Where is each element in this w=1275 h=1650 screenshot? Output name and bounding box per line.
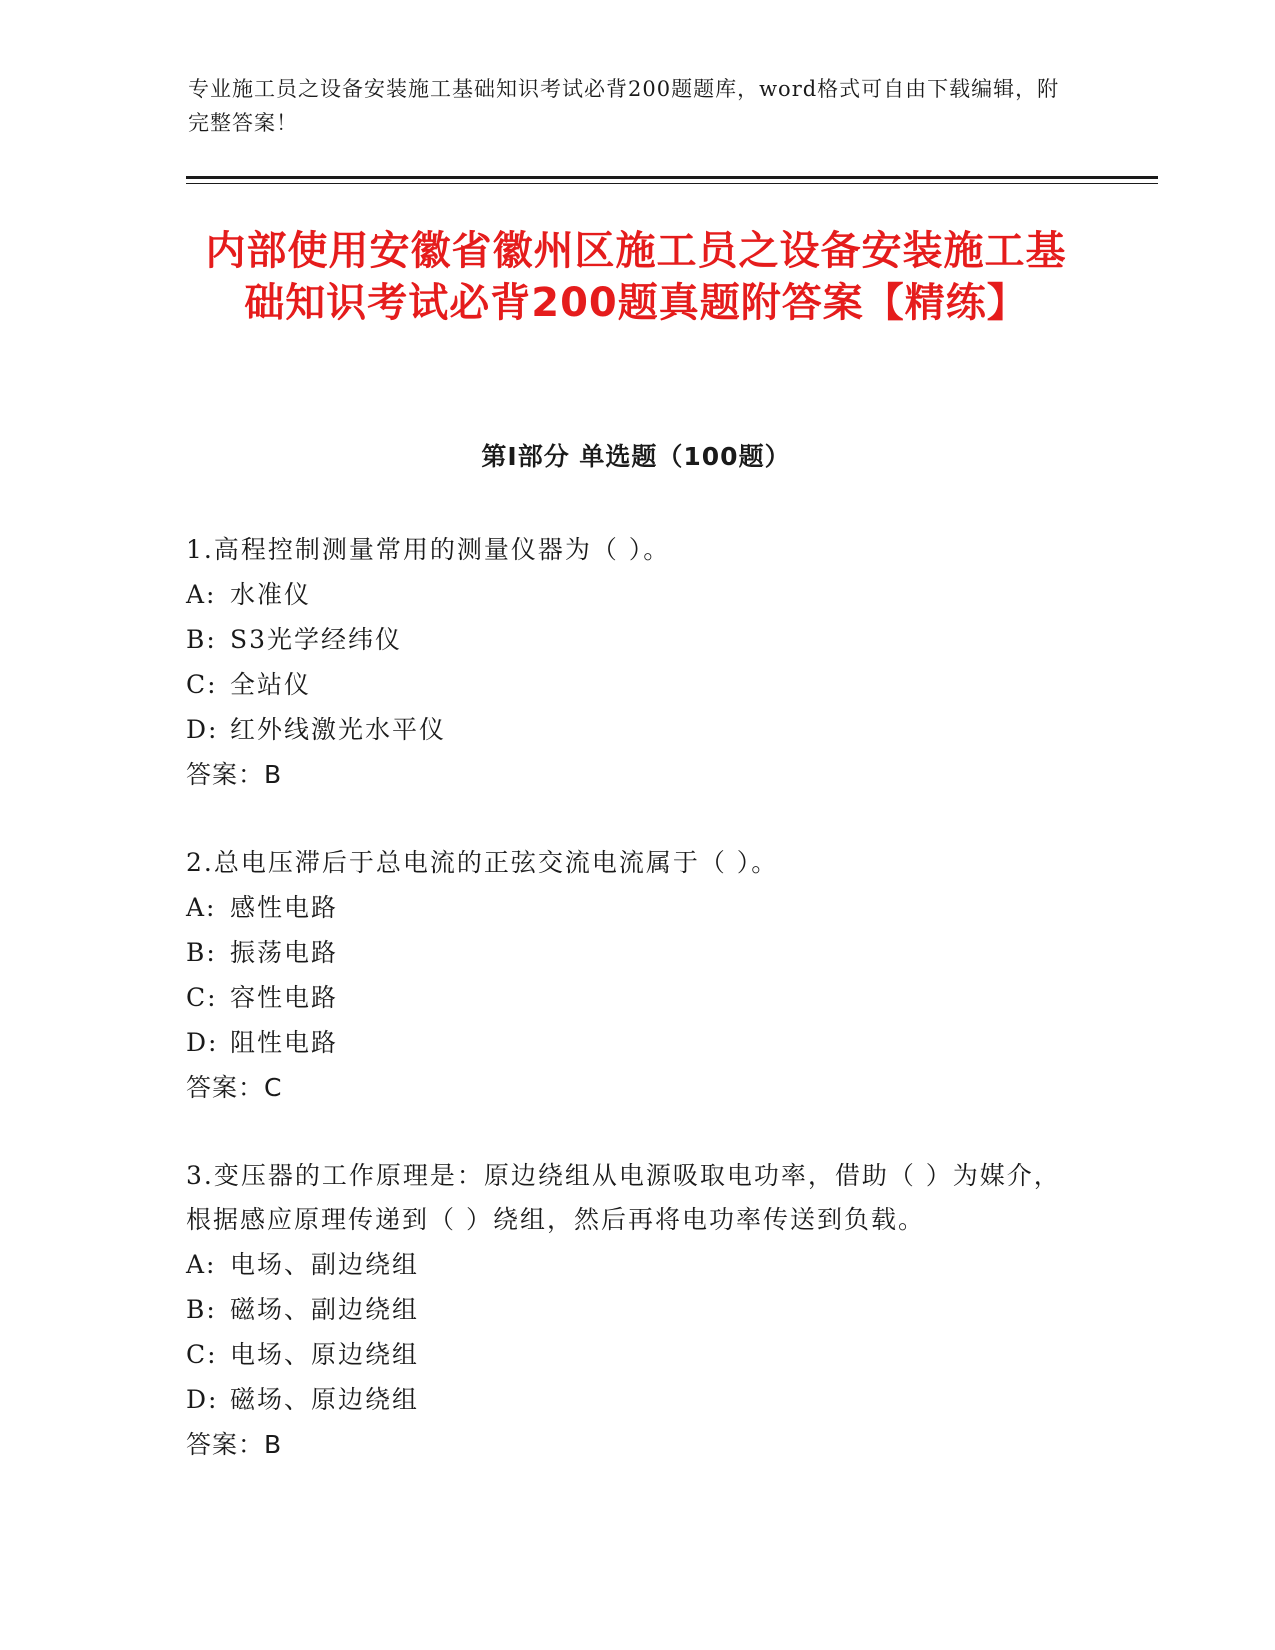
option-text: 全站仪 — [230, 670, 312, 699]
question-item — [186, 528, 1086, 797]
option-d — [186, 1377, 1086, 1422]
document-intro: 专业施工员之设备安装施工基础知识考试必背200题题库，word格式可自由下载编辑，附完整答案！ — [188, 77, 1060, 135]
option-text: 电场、原边绕组 — [230, 1340, 420, 1369]
option-b — [186, 930, 1086, 975]
question-stem: 3.变压器的工作原理是：原边绕组从电源吸取电功率，借助（ ）为媒介，根据感应原理传递到（ ）绕组，然后再将电功率传送到负载。 — [186, 1161, 1061, 1234]
option-letter: C: — [186, 1340, 218, 1369]
option-c — [186, 975, 1086, 1020]
option-d — [186, 1020, 1086, 1065]
option-letter: C: — [186, 670, 218, 699]
option-letter: B: — [186, 938, 217, 967]
option-a — [186, 885, 1086, 930]
answer-line: 答案：B — [186, 1430, 283, 1459]
option-a — [186, 1242, 1086, 1287]
option-letter: B: — [186, 1295, 217, 1324]
option-text: 振荡电路 — [230, 938, 339, 967]
option-letter: A: — [186, 580, 217, 609]
option-letter: A: — [186, 893, 217, 922]
answer-line: 答案：C — [186, 1073, 283, 1102]
header-divider-thin — [186, 183, 1158, 184]
answer-line: 答案：B — [186, 760, 283, 789]
option-b — [186, 617, 1086, 662]
option-text: 磁场、原边绕组 — [230, 1385, 420, 1414]
option-text: S3光学经纬仪 — [230, 625, 403, 654]
option-text: 感性电路 — [230, 893, 339, 922]
option-a — [186, 572, 1086, 617]
option-text: 容性电路 — [230, 983, 339, 1012]
question-list — [186, 528, 1086, 1511]
option-letter: D: — [186, 715, 219, 744]
question-item — [186, 841, 1086, 1110]
option-c — [186, 1332, 1086, 1377]
question-item — [186, 1154, 1086, 1467]
question-stem: 1.高程控制测量常用的测量仪器为（ ）。 — [186, 535, 671, 564]
option-b — [186, 1287, 1086, 1332]
option-letter: A: — [186, 1250, 217, 1279]
question-stem: 2.总电压滞后于总电流的正弦交流电流属于（ ）。 — [186, 848, 779, 877]
option-letter: D: — [186, 1028, 219, 1057]
option-letter: B: — [186, 625, 217, 654]
option-c — [186, 662, 1086, 707]
option-text: 阻性电路 — [230, 1028, 339, 1057]
option-letter: C: — [186, 983, 218, 1012]
option-letter: D: — [186, 1385, 219, 1414]
header-divider-thick — [186, 176, 1158, 179]
option-d — [186, 707, 1086, 752]
option-text: 磁场、副边绕组 — [230, 1295, 420, 1324]
document-title: 内部使用安徽省徽州区施工员之设备安装施工基础知识考试必背200题真题附答案【精练】 — [205, 228, 1067, 326]
option-text: 电场、副边绕组 — [230, 1250, 420, 1279]
option-text: 红外线激光水平仪 — [230, 715, 447, 744]
option-text: 水准仪 — [230, 580, 312, 609]
section-heading: 第Ⅰ部分 单选题（100题） — [481, 442, 791, 471]
